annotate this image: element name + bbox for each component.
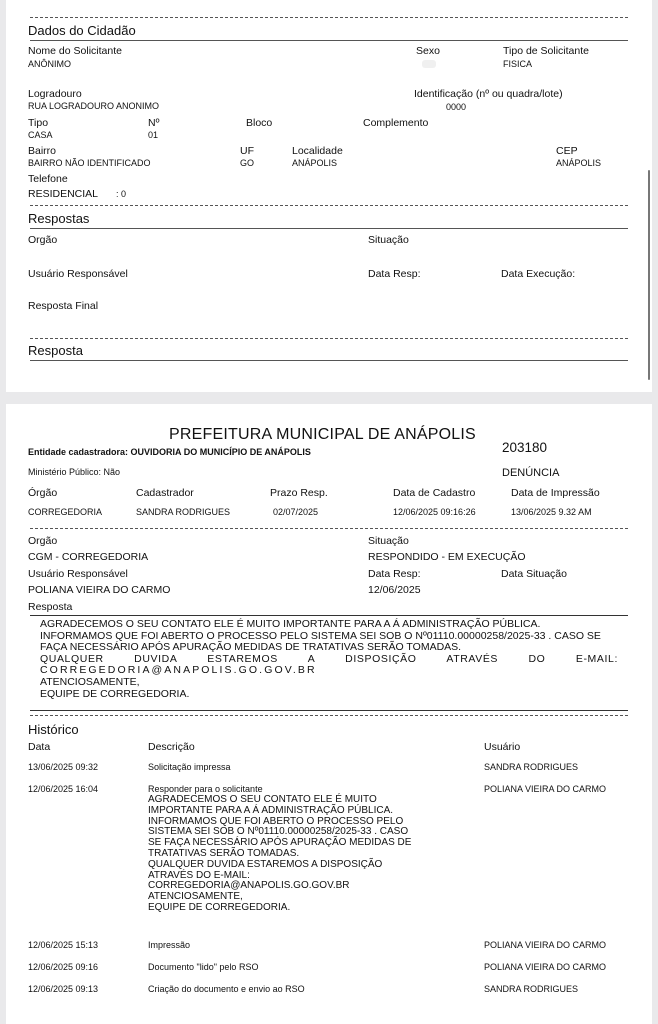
hist-detail	[148, 795, 411, 914]
hist-date: 12/06/2025 09:13	[28, 984, 99, 994]
hist-description: Impressão	[148, 940, 191, 950]
hist-user: SANDRA RODRIGUES	[484, 762, 579, 772]
hist-description: Criação do documento e envio ao RSO	[148, 984, 305, 994]
telefone-type: RESIDENCIAL	[28, 188, 99, 200]
divider	[30, 17, 628, 18]
head-cadastrador-label: Cadastrador	[136, 487, 194, 499]
cep-label: CEP	[556, 145, 578, 157]
data-situacao-label: Data Situação	[501, 568, 567, 580]
bloco-label: Bloco	[246, 117, 273, 129]
section-title-citizen: Dados do Cidadão	[28, 23, 136, 38]
situacao-label: Situação	[368, 234, 409, 246]
identificacao-label: Identificação (nº ou quadra/lote)	[414, 88, 563, 100]
divider	[30, 228, 628, 229]
hist-description: Responder para o solicitante	[148, 784, 263, 794]
tipo-solicitante-label: Tipo de Solicitante	[503, 45, 589, 57]
tipo-value: CASA	[28, 130, 53, 140]
hist-description: Documento "lido" pelo RSO	[148, 962, 259, 972]
sexo-label: Sexo	[416, 45, 440, 57]
hist-date: 12/06/2025 15:13	[28, 940, 99, 950]
hist-head-data: Data	[28, 741, 51, 753]
hist-detail-line: IMPORTANTE PARA A Á ADMINISTRAÇÃO PÚBLICA.	[148, 804, 394, 816]
hist-detail-line: EQUIPE DE CORREGEDORIA.	[148, 901, 291, 913]
orgao-value: CGM - CORREGEDORIA	[28, 551, 149, 563]
hist-date: 12/06/2025 09:16	[28, 962, 99, 972]
hist-detail-line: TRATATIVAS SERÃO TOMADAS.	[148, 847, 300, 859]
hist-detail-line: QUALQUER DUVIDA ESTAREMOS A DISPOSIÇÃO	[148, 858, 383, 870]
complemento-label: Complemento	[363, 117, 429, 129]
hist-head-descricao: Descrição	[148, 741, 195, 753]
hist-description: Solicitação impressa	[148, 762, 231, 772]
data-resp-label: Data Resp:	[368, 568, 421, 580]
head-data-cadastro-value: 12/06/2025 09:16:26	[393, 507, 476, 517]
uf-label: UF	[240, 145, 254, 157]
logradouro-label: Logradouro	[28, 88, 82, 100]
data-resp-label: Data Resp:	[368, 268, 421, 280]
head-prazo-value: 02/07/2025	[273, 507, 319, 517]
hist-user: SANDRA RODRIGUES	[484, 984, 579, 994]
hist-user: POLIANA VIEIRA DO CARMO	[484, 962, 607, 972]
bairro-label: Bairro	[28, 145, 57, 157]
logradouro-value: RUA LOGRADOURO ANONIMO	[28, 101, 160, 111]
situacao-value: RESPONDIDO - EM EXECUÇÃO	[368, 551, 526, 563]
head-data-impressao-label: Data de Impressão	[511, 487, 600, 499]
hist-detail-line: ATENCIOSAMENTE,	[148, 891, 243, 903]
hist-date: 12/06/2025 16:04	[28, 784, 99, 794]
nome-label: Nome do Solicitante	[28, 45, 122, 57]
telefone-value: : 0	[116, 189, 127, 199]
usuario-label: Usuário Responsável	[28, 268, 128, 280]
hist-detail-line: SISTEMA SEI SOB O Nº01110.00000258/2025-33 . CASO	[148, 826, 409, 838]
usuario-value: POLIANA VIEIRA DO CARMO	[28, 584, 171, 596]
numero-value: 01	[148, 130, 159, 140]
resposta-line: EQUIPE DE CORREGEDORIA.	[40, 687, 190, 700]
uf-value: GO	[240, 158, 255, 168]
resposta-label: Resposta	[28, 601, 73, 613]
orgao-label: Orgão	[28, 234, 58, 246]
document-page-2	[6, 404, 652, 1024]
cep-value: ANÁPOLIS	[556, 158, 602, 168]
hist-user: POLIANA VIEIRA DO CARMO	[484, 940, 607, 950]
resposta-line: FAÇA NECESSÁRIO APÓS APURAÇÃO MEDIDAS DE TRATATIVAS SERÃO TOMADAS.	[40, 641, 462, 654]
resposta-line: CORREGEDORIA@ANAPOLIS.GO.GOV.BR	[40, 664, 317, 677]
hist-date: 13/06/2025 09:32	[28, 762, 99, 772]
sexo-value-redacted	[422, 60, 436, 68]
hist-detail-line: CORREGEDORIA@ANAPOLIS.GO.GOV.BR	[148, 880, 350, 892]
hist-detail-line: ATRAVÉS DO E-MAIL:	[148, 869, 250, 881]
section-title-resposta: Resposta	[28, 343, 83, 358]
head-data-impressao-value: 13/06/2025 9.32 AM	[511, 507, 592, 517]
hist-detail-line: SE FAÇA NECESSÁRIO APÓS APURAÇÃO MEDIDAS DE	[148, 837, 412, 849]
usuario-label: Usuário Responsável	[28, 568, 128, 580]
divider	[30, 40, 628, 41]
numero-label: Nº	[148, 117, 160, 129]
resposta-line: QUALQUER DUVIDA ESTAREMOS A DISPOSIÇÃO ATRAVÉS DO E-MAIL:	[40, 652, 618, 665]
telefone-label: Telefone	[28, 173, 68, 185]
localidade-value: ANÁPOLIS	[292, 158, 338, 168]
resposta-final-label: Resposta Final	[28, 300, 99, 312]
hist-user: POLIANA VIEIRA DO CARMO	[484, 784, 607, 794]
tipo-solicitante-value: FISICA	[503, 59, 533, 69]
scrollbar-thumb[interactable]	[648, 170, 650, 380]
head-cadastrador-value: SANDRA RODRIGUES	[136, 507, 231, 517]
request-type: DENÚNCIA	[502, 467, 560, 479]
resposta-box	[30, 615, 628, 711]
head-orgao-label: Órgão	[28, 487, 58, 499]
orgao-label: Orgão	[28, 535, 58, 547]
data-resp-value: 12/06/2025	[368, 584, 421, 596]
tipo-label: Tipo	[28, 117, 49, 129]
ministerio-publico: Ministério Público: Não	[28, 467, 121, 477]
divider	[30, 528, 628, 529]
section-title-historico: Histórico	[28, 722, 79, 737]
bairro-value: BAIRRO NÃO IDENTIFICADO	[28, 158, 151, 168]
head-prazo-label: Prazo Resp.	[270, 487, 328, 499]
divider	[30, 715, 628, 716]
hist-head-usuario: Usuário	[484, 741, 521, 753]
localidade-label: Localidade	[292, 145, 343, 157]
entidade-cadastradora: Entidade cadastradora: OUVIDORIA DO MUNICÍPIO DE ANÁPOLIS	[28, 447, 311, 457]
hist-detail-line: AGRADECEMOS O SEU CONTATO ELE É MUITO	[148, 794, 377, 805]
section-title-respostas: Respostas	[28, 211, 90, 226]
identificacao-value: 0000	[446, 102, 467, 112]
resposta-line: ATENCIOSAMENTE,	[40, 675, 140, 688]
page-title: PREFEITURA MUNICIPAL DE ANÁPOLIS	[169, 426, 476, 443]
divider	[30, 205, 628, 206]
resposta-line: INFORMAMOS QUE FOI ABERTO O PROCESSO PELO SISTEMA SEI SOB O Nº01110.00000258/2025-33 . CASO SE	[40, 629, 601, 642]
protocol-number: 203180	[502, 440, 548, 455]
head-data-cadastro-label: Data de Cadastro	[393, 487, 476, 499]
hist-detail-line: INFORMAMOS QUE FOI ABERTO O PROCESSO PELO	[148, 815, 404, 827]
document-page-1	[6, 0, 652, 392]
divider	[30, 360, 628, 361]
head-orgao-value: CORREGEDORIA	[28, 507, 103, 517]
divider	[30, 338, 628, 339]
situacao-label: Situação	[368, 535, 409, 547]
nome-value: ANÔNIMO	[28, 59, 72, 69]
resposta-line: AGRADECEMOS O SEU CONTATO ELE É MUITO IMPORTANTE PARA A Á ADMINISTRAÇÃO PÚBLICA.	[40, 618, 541, 630]
data-execucao-label: Data Execução:	[501, 268, 576, 280]
